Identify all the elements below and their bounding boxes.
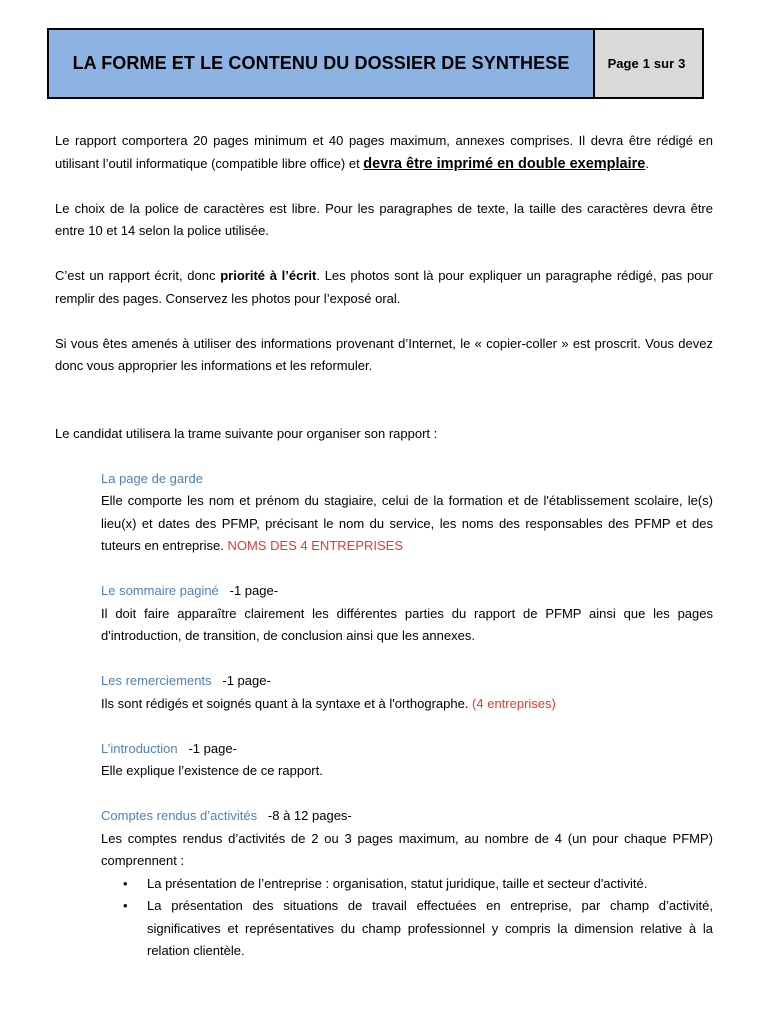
section-page-count: -1 page- <box>222 673 271 688</box>
section-text: Les comptes rendus d’activités de 2 ou 3 pages maximum, au nombre de 4 (un pour chaque PFMP) comprennent : <box>101 830 713 868</box>
section-sommaire <box>101 580 713 648</box>
list-item-text: La présentation des situations de travail effectuées en entreprise, par champ d’activité, significatives et représentatives du champ professionnel y compris la dimension relative à la relation clientèle. <box>147 898 713 958</box>
section-body: Elle comporte les nom et prénom du stagiaire, celui de la formation et de l'établissement scolaire, le(s) lieu(x) et dates des PFMP, précisant le nom du service, les noms des responsables des PFMP et des tuteurs en entreprise. <box>101 493 713 553</box>
paragraph-outline-intro: Le candidat utilisera la trame suivante pour organiser son rapport : <box>55 425 438 441</box>
list-item-text: La présentation de l’entreprise : organisation, statut juridique, taille et secteur d'activité. <box>147 875 648 891</box>
section-text <box>101 490 713 558</box>
section-heading: L’introduction <box>101 740 178 756</box>
section-heading: La page de garde <box>101 470 203 486</box>
section-heading: Les remerciements <box>101 673 212 688</box>
section-page-count: -1 page- <box>188 740 237 756</box>
section-text: Elle explique l’existence de ce rapport. <box>101 763 323 778</box>
paragraph-internet: Si vous êtes amenés à utiliser des informations provenant d’Internet, le « copier-coller » est proscrit. Vous devez donc vous approprier les informations et les reformuler. <box>55 335 713 373</box>
section-heading: Le sommaire paginé <box>101 583 219 598</box>
paragraph-writing <box>55 265 713 310</box>
section-heading-line <box>101 670 713 693</box>
paragraph-font: Le choix de la police de caractères est libre. Pour les paragraphes de texte, la taille des caractères devra être entre 10 et 14 selon la police utilisée. <box>55 200 713 238</box>
section-introduction <box>101 738 713 783</box>
red-note: NOMS DES 4 ENTREPRISES <box>227 538 404 553</box>
section-page-count: -1 page- <box>229 583 279 598</box>
page-number: 1 <box>642 56 650 71</box>
page-indicator <box>595 30 702 97</box>
list-item <box>101 895 713 963</box>
bullet-list <box>55 873 713 963</box>
section-remerciements <box>101 670 713 715</box>
section-heading-line <box>101 805 713 828</box>
section-heading-line <box>101 580 713 603</box>
document-body <box>55 130 713 963</box>
document-title: LA FORME ET LE CONTENU DU DOSSIER DE SYNTHESE <box>49 30 595 97</box>
list-item <box>101 873 713 896</box>
section-text <box>101 693 713 716</box>
section-body: Ils sont rédigés et soignés quant à la syntaxe et à l'orthographe. <box>101 695 473 711</box>
paragraph-end: . <box>645 155 649 171</box>
section-heading: Comptes rendus d’activités <box>101 808 258 823</box>
page-total: 3 <box>678 56 686 71</box>
bullet-icon: • <box>123 898 128 913</box>
document-header <box>47 28 704 99</box>
paragraph-length <box>55 130 713 175</box>
bullet-icon: • <box>123 875 128 891</box>
section-text: Il doit faire apparaître clairement les différentes parties du rapport de PFMP ainsi que les pages d'introduction, de transition, de conclusion ainsi que les annexes. <box>101 605 713 643</box>
section-page-garde <box>101 468 713 558</box>
emphasis-priority: priorité à l’écrit <box>220 268 317 283</box>
section-heading-line <box>101 738 713 761</box>
paragraph-text: Le rapport comportera 20 pages minimum et 40 pages maximum, annexes comprises. Il devra être rédigé en utilisant l’outil informatique (compatible libre office) et <box>55 133 713 171</box>
paragraph-text: C’est un rapport écrit, donc <box>55 268 221 283</box>
page-separator: sur <box>653 56 675 71</box>
emphasis-print-double: devra être imprimé en double exemplaire <box>363 155 646 172</box>
section-page-count: -8 à 12 pages- <box>267 808 352 823</box>
paragraph-end: . Les photos sont là pour expliquer un paragraphe rédigé, pas pour remplir des pages. Conservez les photos pour l’exposé oral. <box>55 268 713 306</box>
section-comptes-rendus <box>101 805 713 873</box>
red-note: (4 entreprises) <box>472 695 556 711</box>
page-label: Page <box>607 56 639 71</box>
